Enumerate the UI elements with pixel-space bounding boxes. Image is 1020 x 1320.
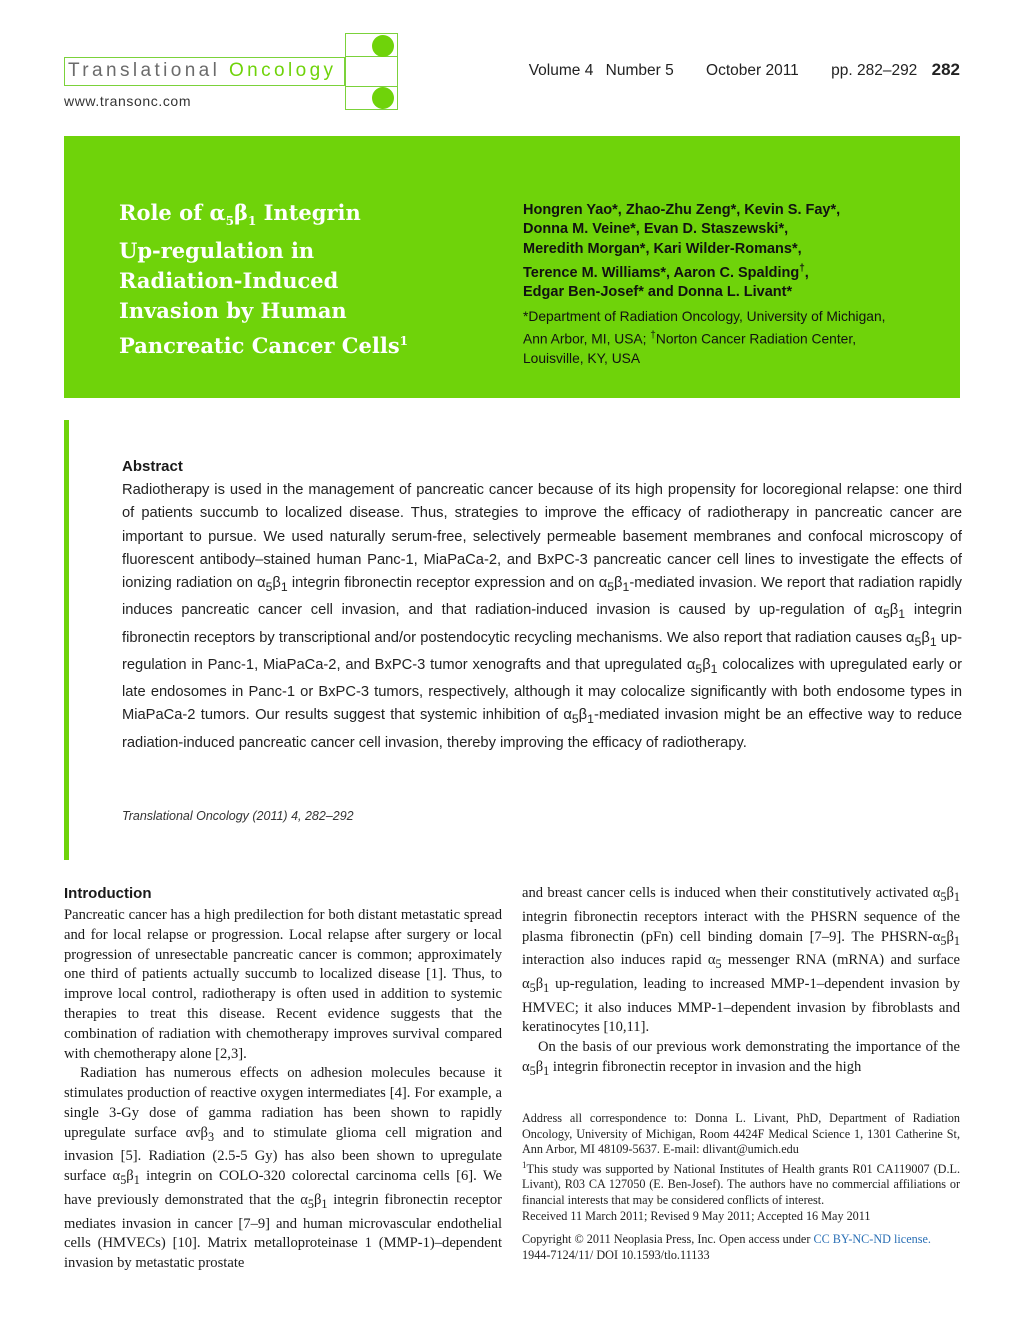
introduction-heading: Introduction bbox=[64, 885, 152, 902]
logo-dot-bottom bbox=[372, 87, 394, 109]
doi: 1944-7124/11/ DOI 10.1593/tlo.11133 bbox=[522, 1247, 710, 1262]
intro-paragraph-2: Radiation has numerous effects on adhesion molecules because it stimulates production of reactive oxygen intermediates [4]. For example, a single 3-Gy dose of gamma radiation has been shown to rapidly upregulate surface αvβ$_3$ and to stimulate glioma cell migration and invasion [5]. Radiation (2.5-5 Gy) has also been shown to upregulate surface $\alpha_5\beta_1$ integrin on COLO-320 colorectal carcinoma cells [6]. We have previously demonstrated that the $\alpha_5\beta_1$ integrin fibronectin receptor mediates invasion in cancer [7–9] and human microvascular endothelial cells (HMVECs) [10]. Matrix metalloproteinase 1 (MMP-1)–dependent invasion by metastatic prostate bbox=[64, 1065, 503, 1272]
title-band bbox=[64, 136, 960, 398]
page-number: 282 bbox=[931, 60, 960, 79]
intro-paragraph-1: Pancreatic cancer has a high predilection for both distant metastatic spread and for local relapse or progression. Local relapse after surgery or local progression of unresectable pancreatic cancer is common; approximately one third of patients actually succumb to localized disease [1]. Thus, to improve local control, radiotherapy is often used in addition to systemic therapies to treat this disease. Recent evidence suggests that the combination of radiation with chemotherapy improves survival compared with chemotherapy alone [2,3]. bbox=[64, 907, 502, 1062]
article-title: Role of $\alpha_5\beta_1$ Integrin Up-regulation in Radiation-Induced Invasion by Human Pancreatic Cancer Cells$^1$ bbox=[119, 200, 409, 359]
correspondence-note: Address all correspondence to: Donna L. Livant, PhD, Department of Radiation Oncology, University of Michigan, Room 4424F Medical Science 1, 1301 Catherine St, Ann Arbor, MI 48109-5637. E-mail: dlivant@umich.edu bbox=[522, 1111, 960, 1157]
footnotes bbox=[522, 1111, 960, 1263]
affiliations: *Department of Radiation Oncology, University of Michigan, Ann Arbor, MI, USA; †Norton Cancer Radiation Center, Louisville, KY, USA bbox=[523, 309, 886, 366]
logo-dot-top bbox=[372, 35, 394, 57]
funding-note: $^1$This study was supported by National Institutes of Health grants R01 CA119007 (D.L. Livant), R03 CA 127050 (E. Ben-Josef). The authors have no commercial affiliations or financial interests that may be considered conflicts of interest. bbox=[522, 1159, 960, 1208]
body-column-right bbox=[522, 884, 960, 1082]
intro-paragraph-3: and breast cancer cells is induced when their constitutively activated $\alpha_5\beta_1$ integrin fibronectin receptors interact with the PHSRN sequence of the plasma fibronectin (pFn) cell binding domain [7–9]. The PHSRN-$\alpha_5\beta_1$ interaction also induces rapid $\alpha_5$ messenger RNA (mRNA) and surface $\alpha_5\beta_1$ up-regulation, leading to increased MMP-1–dependent invasion by HMVEC; it also induces MMP-1–dependent invasion by fibroblasts and keratinocytes [10,11]. bbox=[522, 885, 960, 1036]
issue-date: October 2011 bbox=[706, 62, 799, 79]
page-range: pp. 282–292 bbox=[831, 62, 918, 79]
abstract-text: Radiotherapy is used in the management of pancreatic cancer because of its high propensity for locoregional relapse: one third of patients succumb to localized disease. Thus, strategies to improve the efficacy of radiotherapy in pancreatic cancer are important to pursue. We used naturally serum-free, selectively permeable basement membranes and confocal microscopy of fluorescent antibody–stained human Panc-1, MiaPaCa-2, and BxPC-3 pancreatic cancer cell lines to investigate the effects of ionizing radiation on $\alpha_5\beta_1$ integrin fibronectin receptor expression and on $\alpha_5\beta_1$-mediated invasion. We report that radiation rapidly induces pancreatic cancer cell invasion, and that radiation-induced invasion is caused by up-regulation of $\alpha_5\beta_1$ integrin fibronectin receptors by transcriptional and/or postendocytic recycling mechanisms. We also report that radiation causes $\alpha_5\beta_1$ up-regulation in Panc-1, MiaPaCa-2, and BxPC-3 tumor xenografts and that upregulated $\alpha_5\beta_1$ colocalizes with upregulated early or late endosomes in Panc-1 or BxPC-3 tumors, respectively, although it may colocalize significantly with both endosome types in MiaPaCa-2 tumors. Our results suggest that systemic inhibition of $\alpha_5\beta_1$-mediated invasion might be an effective way to reduce radiation-induced pancreatic cancer cell invasion, thereby improving the efficacy of radiotherapy. bbox=[122, 482, 963, 751]
journal-url[interactable]: www.transonc.com bbox=[64, 93, 192, 109]
author-list: Hongren Yao*, Zhao-Zhu Zeng*, Kevin S. Fay*, Donna M. Veine*, Evan D. Staszewski*, Meredith Morgan*, Kari Wilder-Romans*, Terence M. Williams*, Aaron C. Spalding†, Edgar Ben-Josef* and Donna L. Livant* bbox=[523, 202, 841, 301]
received-dates: Received 11 March 2011; Revised 9 May 2011; Accepted 16 May 2011 bbox=[522, 1208, 871, 1223]
issue-info bbox=[529, 60, 960, 80]
abstract-heading: Abstract bbox=[122, 458, 183, 475]
journal-citation: Translational Oncology (2011) 4, 282–292 bbox=[122, 809, 354, 823]
copyright-note: Copyright © 2011 Neoplasia Press, Inc. Open access under CC BY-NC-ND license. bbox=[522, 1232, 931, 1247]
body-column-left bbox=[64, 884, 502, 1274]
logo-text: Translational Oncology bbox=[68, 60, 337, 81]
intro-paragraph-4: On the basis of our previous work demonstrating the importance of the $\alpha_5\beta_1$ integrin fibronectin receptor in invasion and the high bbox=[522, 1039, 960, 1078]
volume: Volume 4 bbox=[528, 62, 594, 79]
license-link[interactable]: CC BY-NC-ND license. bbox=[813, 1232, 931, 1247]
issue-number: Number 5 bbox=[605, 62, 674, 79]
abstract-section bbox=[64, 420, 963, 860]
